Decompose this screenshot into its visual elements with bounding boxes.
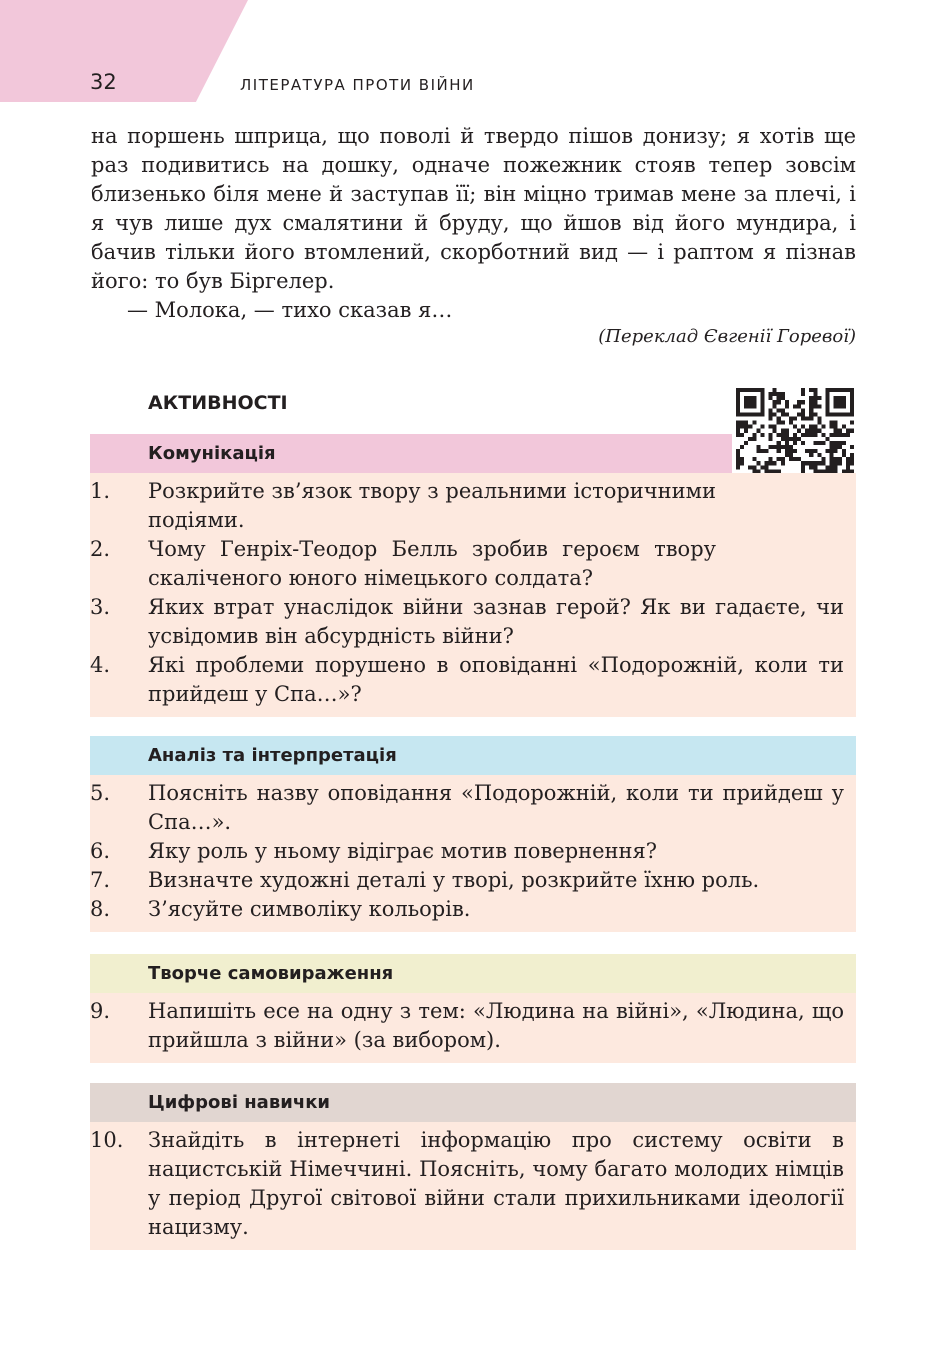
item-text: Напишіть есе на одну з тем: «Людина на війні», «Людина, що прийшла з війни» (за вибором).	[148, 999, 844, 1052]
section-analysis	[90, 736, 856, 932]
item-number: 2.	[90, 537, 111, 561]
activity-item	[90, 593, 844, 651]
running-title: ЛІТЕРАТУРА ПРОТИ ВІЙНИ	[240, 76, 475, 94]
item-text: Визначте художні деталі у творі, розкрийте їхню роль.	[148, 868, 760, 892]
page-corner-decoration	[0, 0, 248, 102]
activity-item	[90, 477, 716, 535]
item-text: Яку роль у ньому відіграє мотив повернення?	[148, 839, 658, 863]
section-body	[90, 993, 856, 1063]
page-number: 32	[90, 70, 117, 94]
item-text: Які проблеми порушено в оповіданні «Подорожній, коли ти прийдеш у Спа…»?	[148, 653, 844, 706]
activity-item	[90, 651, 844, 709]
item-number: 3.	[90, 595, 111, 619]
section-title: Творче самовираження	[90, 954, 856, 993]
activity-item	[90, 535, 716, 593]
item-number: 1.	[90, 479, 111, 503]
item-number: 10.	[90, 1128, 124, 1152]
item-text: З’ясуйте символіку кольорів.	[148, 897, 471, 921]
story-excerpt	[91, 122, 856, 325]
item-text: Розкрийте зв’язок твору з реальними історичними подіями.	[148, 479, 716, 532]
section-title: Цифрові навички	[90, 1083, 856, 1122]
section-body	[90, 473, 856, 717]
item-number: 9.	[90, 999, 111, 1023]
section-body	[90, 775, 856, 932]
item-number: 8.	[90, 897, 111, 921]
section-title: Аналіз та інтерпретація	[90, 736, 856, 775]
activities-title: АКТИВНОСТІ	[148, 392, 288, 414]
section-title: Комунікація	[90, 434, 732, 473]
activity-item	[90, 837, 844, 866]
section-digital	[90, 1083, 856, 1250]
item-number: 4.	[90, 653, 111, 677]
item-text: Чому Генріх-Теодор Белль зробив героєм твору скаліченого юного німецького солдата?	[148, 537, 716, 590]
item-text: Поясніть назву оповідання «Подорожній, коли ти прийдеш у Спа…».	[148, 781, 844, 834]
activity-item	[90, 866, 844, 895]
section-creative	[90, 954, 856, 1063]
activity-item	[90, 895, 844, 924]
story-paragraph: на поршень шприца, що поволі й твердо пішов донизу; я хотів ще раз подивитись на дошку, одначе пожежник стояв тепер зовсім близенько біля мене й заступав її; він міцно тримав мене за плечі, і я чув лише дух смалятини й бруду, що йшов від його мундира, і бачив тільки його втомлений, скорботний вид — і раптом я пізнав його: то був Біргелер.	[91, 124, 856, 293]
item-number: 5.	[90, 781, 111, 805]
activity-item	[90, 997, 844, 1055]
activity-item	[90, 779, 844, 837]
item-number: 6.	[90, 839, 111, 863]
item-text: Яких втрат унаслідок війни зазнав герой? Як ви гадаєте, чи усвідомив він абсурдність війни?	[148, 595, 844, 648]
translation-credit: (Переклад Євгенії Горевої)	[598, 326, 856, 347]
item-text: Знайдіть в інтернеті інформацію про систему освіти в нацистській Німеччині. Поясніть, чому багато молодих німців у період Другої світової війни стали прихильниками ідеології нацизму.	[148, 1128, 844, 1239]
activity-item	[90, 1126, 844, 1242]
section-communication	[90, 434, 856, 717]
section-body	[90, 1122, 856, 1250]
item-number: 7.	[90, 868, 111, 892]
story-dialog-line: — Молока, — тихо сказав я…	[127, 298, 453, 322]
